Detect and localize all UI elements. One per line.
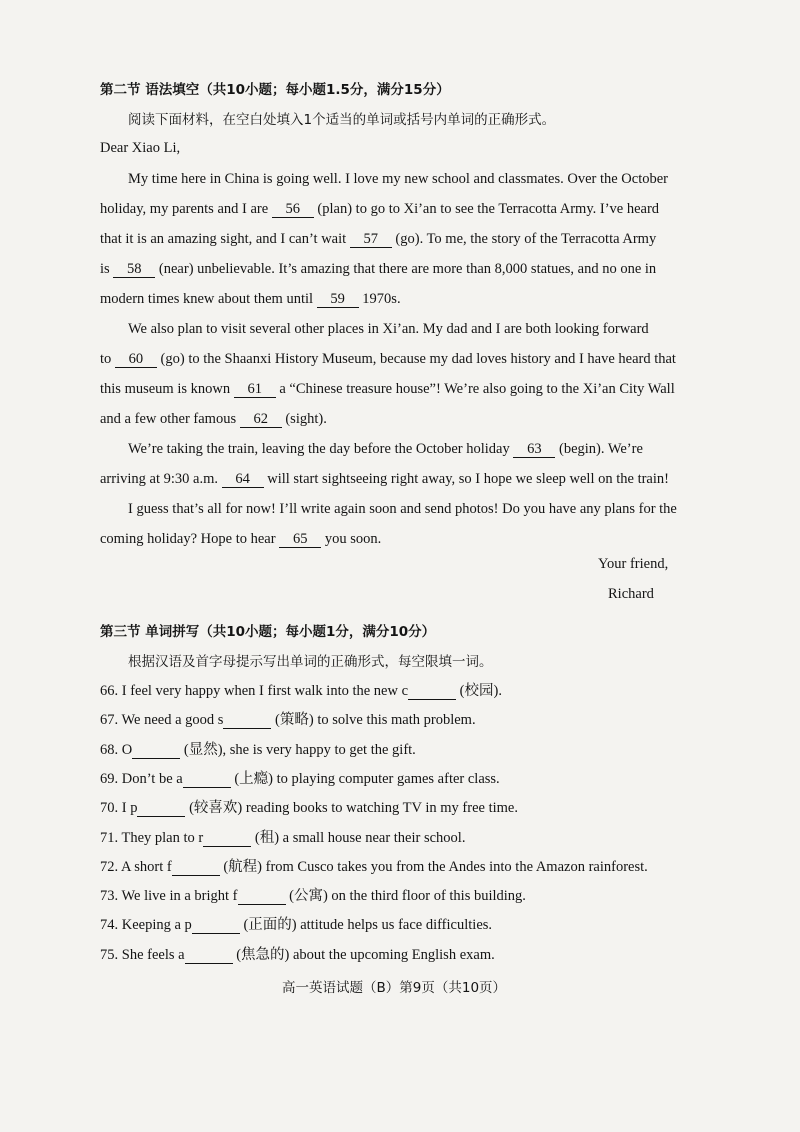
page-footer: 高一英语试题（B）第9页（共10页） [282, 980, 507, 996]
letter-text: will start sightseeing right away, so I hope we sleep well on the train! [263, 471, 669, 487]
spelling-item [100, 767, 500, 788]
bleed-through-text [300, 130, 303, 142]
section3-instruction: 根据汉语及首字母提示写出单词的正确形式，每空限填一词。 [128, 654, 493, 670]
letter-salutation: Dear Xiao Li, [100, 140, 181, 156]
spelling-item [100, 796, 518, 817]
spelling-item [100, 943, 495, 964]
letter-text: (begin). We’re [555, 441, 643, 457]
blank-58[interactable]: 58 [113, 262, 155, 278]
spelling-prompt: 75. She feels a [100, 946, 185, 963]
blank-65[interactable]: 65 [279, 532, 321, 548]
spelling-prompt: 68. O [100, 741, 133, 758]
spelling-prompt: 67. We need a good s [100, 712, 224, 729]
spelling-hint: (上瘾) to playing computer games after class. [230, 770, 500, 787]
letter-line [128, 441, 643, 458]
spelling-blank[interactable] [238, 889, 286, 905]
letter-line [100, 411, 327, 428]
letter-text: a “Chinese treasure house”! We’re also going to the Xi’an City Wall [275, 381, 675, 397]
spelling-prompt: 66. I feel very happy when I first walk into the new c [100, 683, 409, 699]
spelling-item [100, 738, 416, 759]
spelling-item [100, 826, 465, 847]
letter-signature: Richard [608, 586, 654, 602]
spelling-prompt: 74. Keeping a p [100, 917, 192, 934]
letter-line [100, 471, 669, 488]
blank-62[interactable]: 62 [240, 412, 282, 428]
blank-59[interactable]: 59 [317, 292, 359, 308]
letter-text: and a few other famous [100, 411, 240, 427]
spelling-hint: (显然), she is very happy to get the gift. [180, 741, 416, 758]
spelling-hint: (正面的) attitude helps us face difficulties. [239, 917, 493, 934]
spelling-blank[interactable] [223, 713, 271, 729]
spelling-blank[interactable] [132, 743, 180, 759]
blank-57[interactable]: 57 [350, 232, 392, 248]
spelling-hint: (焦急的) about the upcoming English exam. [232, 946, 495, 963]
blank-64[interactable]: 64 [222, 472, 264, 488]
letter-text: to [100, 351, 115, 367]
spelling-prompt: 71. They plan to r [100, 829, 204, 846]
letter-text: I guess that’s all for now! I’ll write again soon and send photos! Do you have any plans for the [128, 501, 677, 517]
spelling-blank[interactable] [172, 860, 220, 876]
spelling-hint: (策略) to solve this math problem. [271, 712, 476, 729]
spelling-item [100, 708, 476, 729]
letter-text: (sight). [281, 411, 327, 427]
spelling-hint: (航程) from Cusco takes you from the Andes into the Amazon rainforest. [219, 858, 648, 875]
letter-text: this museum is known [100, 381, 234, 397]
spelling-hint: (较喜欢) reading books to watching TV in my free time. [185, 800, 518, 817]
section2-instruction: 阅读下面材料，在空白处填入1个适当的单词或括号内单词的正确形式。 [128, 112, 556, 128]
letter-line [100, 381, 675, 398]
letter-text: you soon. [321, 531, 382, 547]
spelling-blank[interactable] [408, 684, 456, 700]
letter-line [100, 351, 676, 368]
spelling-blank[interactable] [185, 948, 233, 964]
letter-text: that it is an amazing sight, and I can’t wait [100, 231, 350, 247]
spelling-prompt: 69. Don’t be a [100, 770, 183, 787]
spelling-hint: (公寓) on the third floor of this building. [285, 888, 526, 905]
section3-heading: 第三节 单词拼写（共10小题；每小题1分，满分10分） [100, 624, 436, 640]
spelling-item [100, 913, 492, 934]
spelling-item [100, 855, 648, 876]
spelling-item [100, 679, 502, 700]
letter-text: (go) to the Shaanxi History Museum, because my dad loves history and I have heard that [156, 351, 676, 367]
blank-61[interactable]: 61 [234, 382, 276, 398]
letter-text: coming holiday? Hope to hear [100, 531, 280, 547]
letter-text: (go). To me, the story of the Terracotta Army [391, 231, 657, 247]
spelling-hint: (租) a small house near their school. [251, 829, 466, 846]
letter-text: (plan) to go to Xi’an to see the Terracotta Army. I’ve heard [313, 201, 660, 217]
spelling-hint: (校园). [456, 683, 502, 699]
letter-text: My time here in China is going well. I love my new school and classmates. Over the October [128, 171, 668, 187]
letter-text: We also plan to visit several other places in Xi’an. My dad and I are both looking forward [128, 321, 649, 337]
letter-text: arriving at 9:30 a.m. [100, 471, 222, 487]
blank-56[interactable]: 56 [272, 202, 314, 218]
spelling-blank[interactable] [192, 918, 240, 934]
letter-line [128, 501, 677, 518]
spelling-prompt: 72. A short f [100, 858, 172, 875]
letter-text: is [100, 261, 114, 277]
letter-line [128, 171, 668, 188]
letter-line [100, 201, 659, 218]
spelling-prompt: 73. We live in a bright f [100, 888, 238, 905]
letter-line [100, 291, 401, 308]
spelling-prompt: 70. I p [100, 800, 138, 817]
letter-line [100, 531, 381, 548]
section2-heading: 第二节 语法填空（共10小题；每小题1.5分，满分15分） [100, 82, 450, 98]
letter-line [128, 321, 649, 338]
blank-60[interactable]: 60 [115, 352, 157, 368]
letter-text: holiday, my parents and I are [100, 201, 272, 217]
spelling-blank[interactable] [137, 801, 185, 817]
spelling-blank[interactable] [183, 772, 231, 788]
letter-closing: Your friend, [598, 556, 669, 572]
letter-line [100, 231, 656, 248]
letter-line [100, 261, 656, 278]
spelling-blank[interactable] [203, 831, 251, 847]
letter-text: modern times knew about them until [100, 291, 317, 307]
letter-text: We’re taking the train, leaving the day before the October holiday [128, 441, 514, 457]
blank-63[interactable]: 63 [513, 442, 555, 458]
letter-text: 1970s. [358, 291, 401, 307]
spelling-item [100, 884, 526, 905]
letter-text: (near) unbelievable. It’s amazing that there are more than 8,000 statues, and no one in [155, 261, 657, 277]
